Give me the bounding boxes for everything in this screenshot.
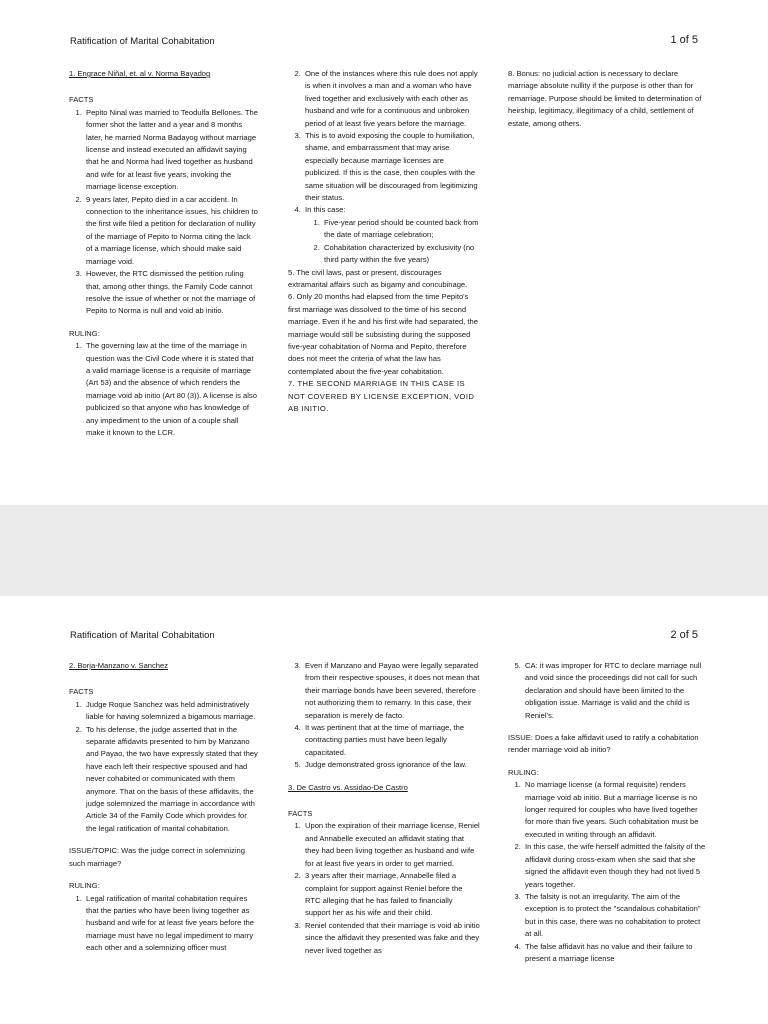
list-item: 2. 9 years later, Pepito died in a car accident. In connection to the inheritance issues, his children to the first wife filed a petition for declaration of nullity of the marriage of Pepito to Norma citing the lack of a marriage license, which should make said marriage void. — [84, 194, 259, 268]
paragraph-6: 6. Only 20 months had elapsed from the time Pepito's first marriage was dissolved to the time of his second marriage. Even if he and his first wife had separated, the marriage would still be subsisting during the supposed five-year cohabitation of Norma and Pepito, therefore does not meet the criteria of what the law has contemplated about the five-year cohabitation. — [288, 292, 478, 376]
list-item: 1. The governing law at the time of the marriage in question was the Civil Code where it is stated that a valid marriage license is a requisite of marriage (Art 53) and the absence of which renders the marriage void ab initio (Art 80 (3)). A license is also publicized so that anyone who has knowledge of any impediment to the union of a couple shall make it known to the LCR. — [84, 340, 259, 439]
paragraph-7: 7. THE SECOND MARRIAGE IN THIS CASE IS NOT COVERED BY LICENSE EXCEPTION, VOID AB INITIO. — [288, 379, 475, 413]
case-title: 1. Engrace Niñal, et. al v. Norma Bayadog — [69, 69, 211, 78]
ruling-list-continued — [288, 68, 480, 267]
list-item: 4. It was pertinent that at the time of marriage, the contracting parties must have been legally capacitated. — [303, 722, 480, 759]
issue-text: ISSUE/TOPIC: Was the judge correct in solemnizing such marriage? — [69, 846, 245, 868]
page-header: Ratification of Marital Cohabitation — [70, 36, 215, 47]
list-item: 3. This is to avoid exposing the couple to humiliation, shame, and embarrassment that may arise especially because marriage licenses are publicized. If this is the case, then couples with the same situation will be discouraged from legitimizing their status. — [303, 130, 480, 204]
case-title: 3. De Castro vs. Assidao-De Castro — [288, 782, 408, 792]
ruling-list — [69, 340, 259, 439]
document-page-2 — [0, 596, 768, 1024]
page-header: Ratification of Marital Cohabitation — [70, 630, 215, 641]
list-item: 5. CA: it was improper for RTC to declare marriage null and void since the proceedings did not call for such declaration and should have been limited to the obligation issue. Marriage is valid and the child is Reniel's. — [523, 660, 706, 722]
ruling-list-continued — [288, 660, 480, 772]
facts-list — [69, 107, 259, 318]
page-number: 1 of 5 — [670, 34, 698, 46]
ruling-heading: RULING: — [69, 881, 100, 891]
facts-list — [288, 820, 480, 956]
list-item: 4. The false affidavit has no value and their failure to present a marriage license — [523, 941, 706, 966]
list-item: 5. Judge demonstrated gross ignorance of the law. — [303, 759, 480, 771]
column-2 — [288, 68, 480, 415]
list-item: 3. Reniel contended that their marriage is void ab initio since the affidavit they presented was fake and they never lived together as — [303, 920, 480, 957]
facts-list — [69, 699, 259, 835]
list-item: 2. To his defense, the judge asserted that in the separate affidavits presented to him by Manzano and Payao, the two have expressly stated that they have each left their respective spoused and had never cohabited or communicated with them anymore. That on the basis of these affidavits, the judge solemnized the marriage in accordance with Article 34 of the Family Code which provides for the legal ratification of marital cohabitation. — [84, 724, 259, 836]
document-page-1 — [0, 0, 768, 505]
paragraph-8: 8. Bonus: no judicial action is necessary to declare marriage absolute nullity if the purpose is other than for remarriage. Purpose should be limited to determination of heirship, legitimacy, illegitimacy of a child, settlement of estate, among others. — [508, 69, 702, 128]
list-item: 3. The falsity is not an irregularity. The aim of the exception is to protect the "scandalous cohabitation" but in this case, there was no cohabitation to protect at all. — [523, 891, 706, 941]
column-1 — [69, 660, 259, 955]
list-item: 1. Five-year period should be counted back from the date of marriage celebration; — [322, 217, 480, 242]
list-item: 2. One of the instances where this rule does not apply is when it involves a man and a woman who have lived together and exclusively with each other as husband and wife for a continuous and unbroken period of at least five years before the marriage. — [303, 68, 480, 130]
facts-heading: FACTS — [288, 809, 313, 819]
facts-heading: FACTS — [69, 95, 94, 105]
list-item: 1. Pepito Ninal was married to Teodulfa Bellones. The former shot the latter and a year and 8 months later, he married Norma Badayog without marriage license and instead executed an affidavit saying that he and Norma had lived together as husband and wife for at least five years, invoking the marriage license exception. — [84, 107, 259, 194]
list-item: 2. Cohabitation characterized by exclusivity (no third party within the five years) — [322, 242, 480, 267]
column-1 — [69, 68, 259, 439]
list-item: 2. 3 years after their marriage, Annabelle filed a complaint for support against Reniel before the RTC alleging that he has failed to financially support her as his wife and their child. — [303, 870, 480, 920]
list-item: 1. Upon the expiration of their marriage license, Reniel and Annabelle executed an affidavit stating that they had been living together as husband and wife for at least five years in order to get married. — [303, 820, 480, 870]
ruling-heading: RULING: — [69, 328, 100, 338]
column-3 — [508, 68, 706, 130]
page-number: 2 of 5 — [670, 629, 698, 641]
column-2 — [288, 660, 480, 957]
list-item: 2. In this case, the wife herself admitted the falsity of the affidavit during cross-exam when she said that she signed the affidavit even though they had not lived 5 years together. — [523, 841, 706, 891]
ruling-heading: RULING: — [508, 767, 539, 777]
ruling-list — [508, 779, 706, 965]
facts-list-continued — [508, 660, 706, 722]
list-item: 3. Even if Manzano and Payao were legally separated from their respective spouses, it does not mean that their marriage bonds have been severed, therefore not authorizing them to remarry. In this case, their separation is merely de facto. — [303, 660, 480, 722]
list-item: 1. Legal ratification of marital cohabitation requires that the parties who have been living together as husband and wife for at least five years before the marriage must have no legal impediment to marry each other and a solemnizing officer must — [84, 893, 259, 955]
list-item: 1. No marriage license (a formal requisite) renders marriage void ab initio. But a marriage license is no longer required for couples who have lived together for more than five years. Such cohabitation must be executed in writing through an affidavit. — [523, 779, 706, 841]
paragraph-5: 5. The civil laws, past or present, discourages extramarital affairs such as bigamy and concubinage. — [288, 267, 468, 289]
list-item: 3. However, the RTC dismissed the petition ruling that, among other things, the Family Code cannot resolve the issue of whether or not the marriage of Pepito to Norma is null and void ab initio. — [84, 268, 259, 318]
list-item: 4. In this case: 1. Five-year period should be counted back from the date of marriage celebration; 2. Cohabitation characterized by exclusivity (no third party within the five years) — [303, 204, 480, 266]
issue-text: ISSUE: Does a fake affidavit used to ratify a cohabitation render marriage void ab initio? — [508, 733, 699, 755]
column-3 — [508, 660, 706, 965]
case-title: 2. Borja-Manzano v. Sanchez — [69, 661, 169, 670]
list-item: 1. Judge Roque Sanchez was held administratively liable for having solemnized a bigamous marriage. — [84, 699, 259, 724]
sub-list — [305, 217, 480, 267]
facts-heading: FACTS — [69, 687, 94, 697]
ruling-list — [69, 893, 259, 955]
